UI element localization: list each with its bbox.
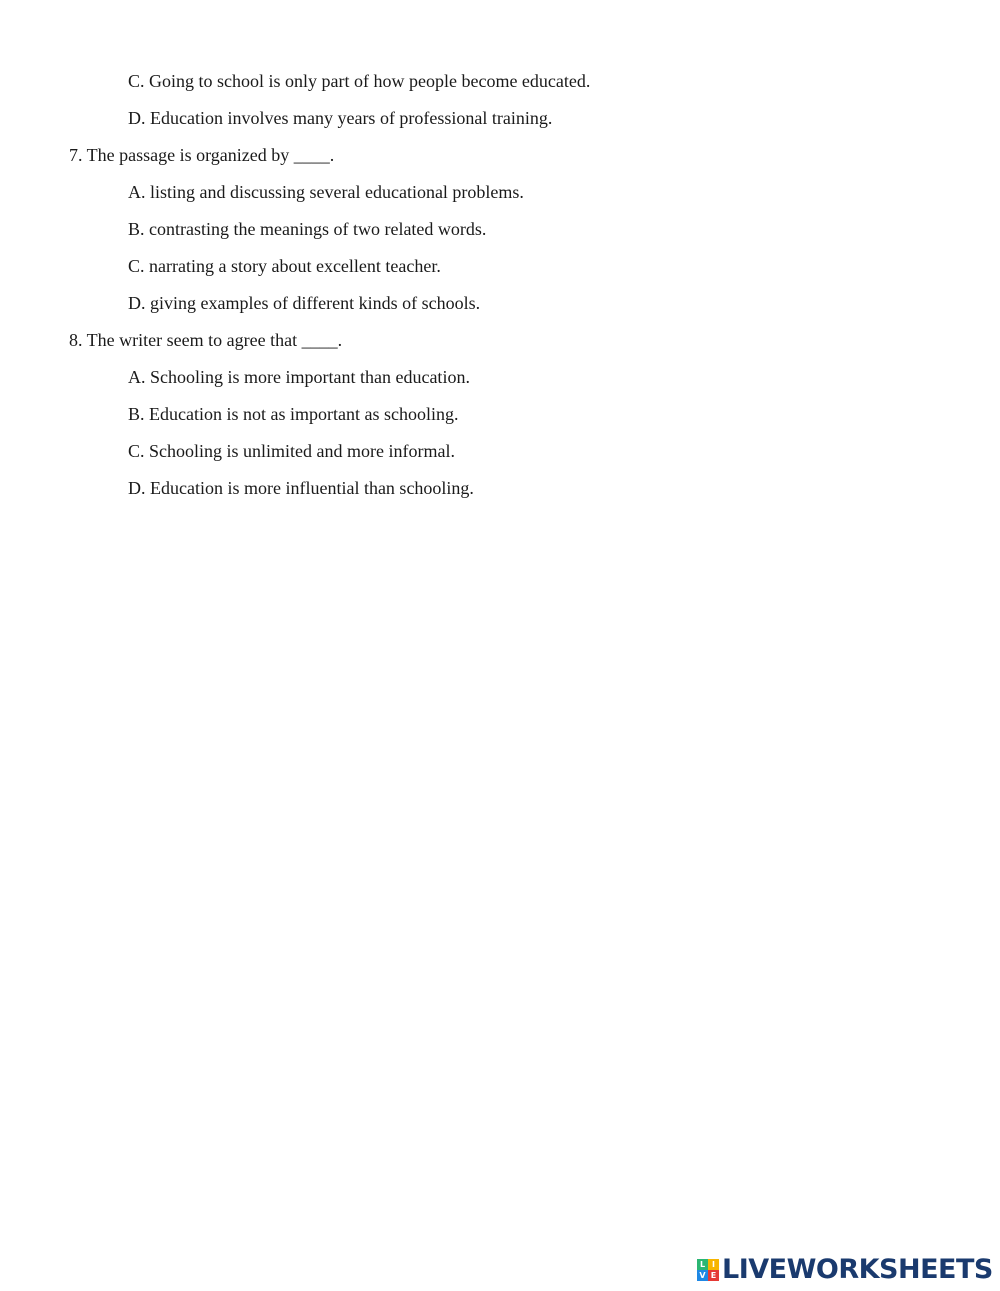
question-7: 7. The passage is organized by ____.: [69, 145, 335, 165]
q6-option-c: C. Going to school is only part of how people become educated.: [128, 71, 591, 91]
q8-option-c: C. Schooling is unlimited and more informal.: [128, 441, 455, 461]
question-8: 8. The writer seem to agree that ____.: [69, 330, 343, 350]
logo-mark-v: V: [697, 1270, 708, 1281]
q7-option-b: B. contrasting the meanings of two related words.: [128, 219, 487, 239]
logo-mark-e: E: [708, 1270, 719, 1281]
q7-option-a: A. listing and discussing several educational problems.: [128, 182, 524, 202]
liveworksheets-logo: [697, 1256, 993, 1284]
logo-text: LIVEWORKSHEETS: [722, 1254, 993, 1285]
q8-option-a: A. Schooling is more important than education.: [128, 367, 470, 387]
q8-option-b: B. Education is not as important as schooling.: [128, 404, 459, 424]
liveworksheets-logo-icon: [697, 1259, 719, 1281]
q7-option-d: D. giving examples of different kinds of schools.: [128, 293, 481, 313]
q7-option-c: C. narrating a story about excellent teacher.: [128, 256, 441, 276]
logo-mark-l: L: [697, 1259, 708, 1270]
q8-option-d: D. Education is more influential than schooling.: [128, 478, 474, 498]
logo-mark-i: I: [708, 1259, 719, 1270]
q6-option-d: D. Education involves many years of professional training.: [128, 108, 553, 128]
